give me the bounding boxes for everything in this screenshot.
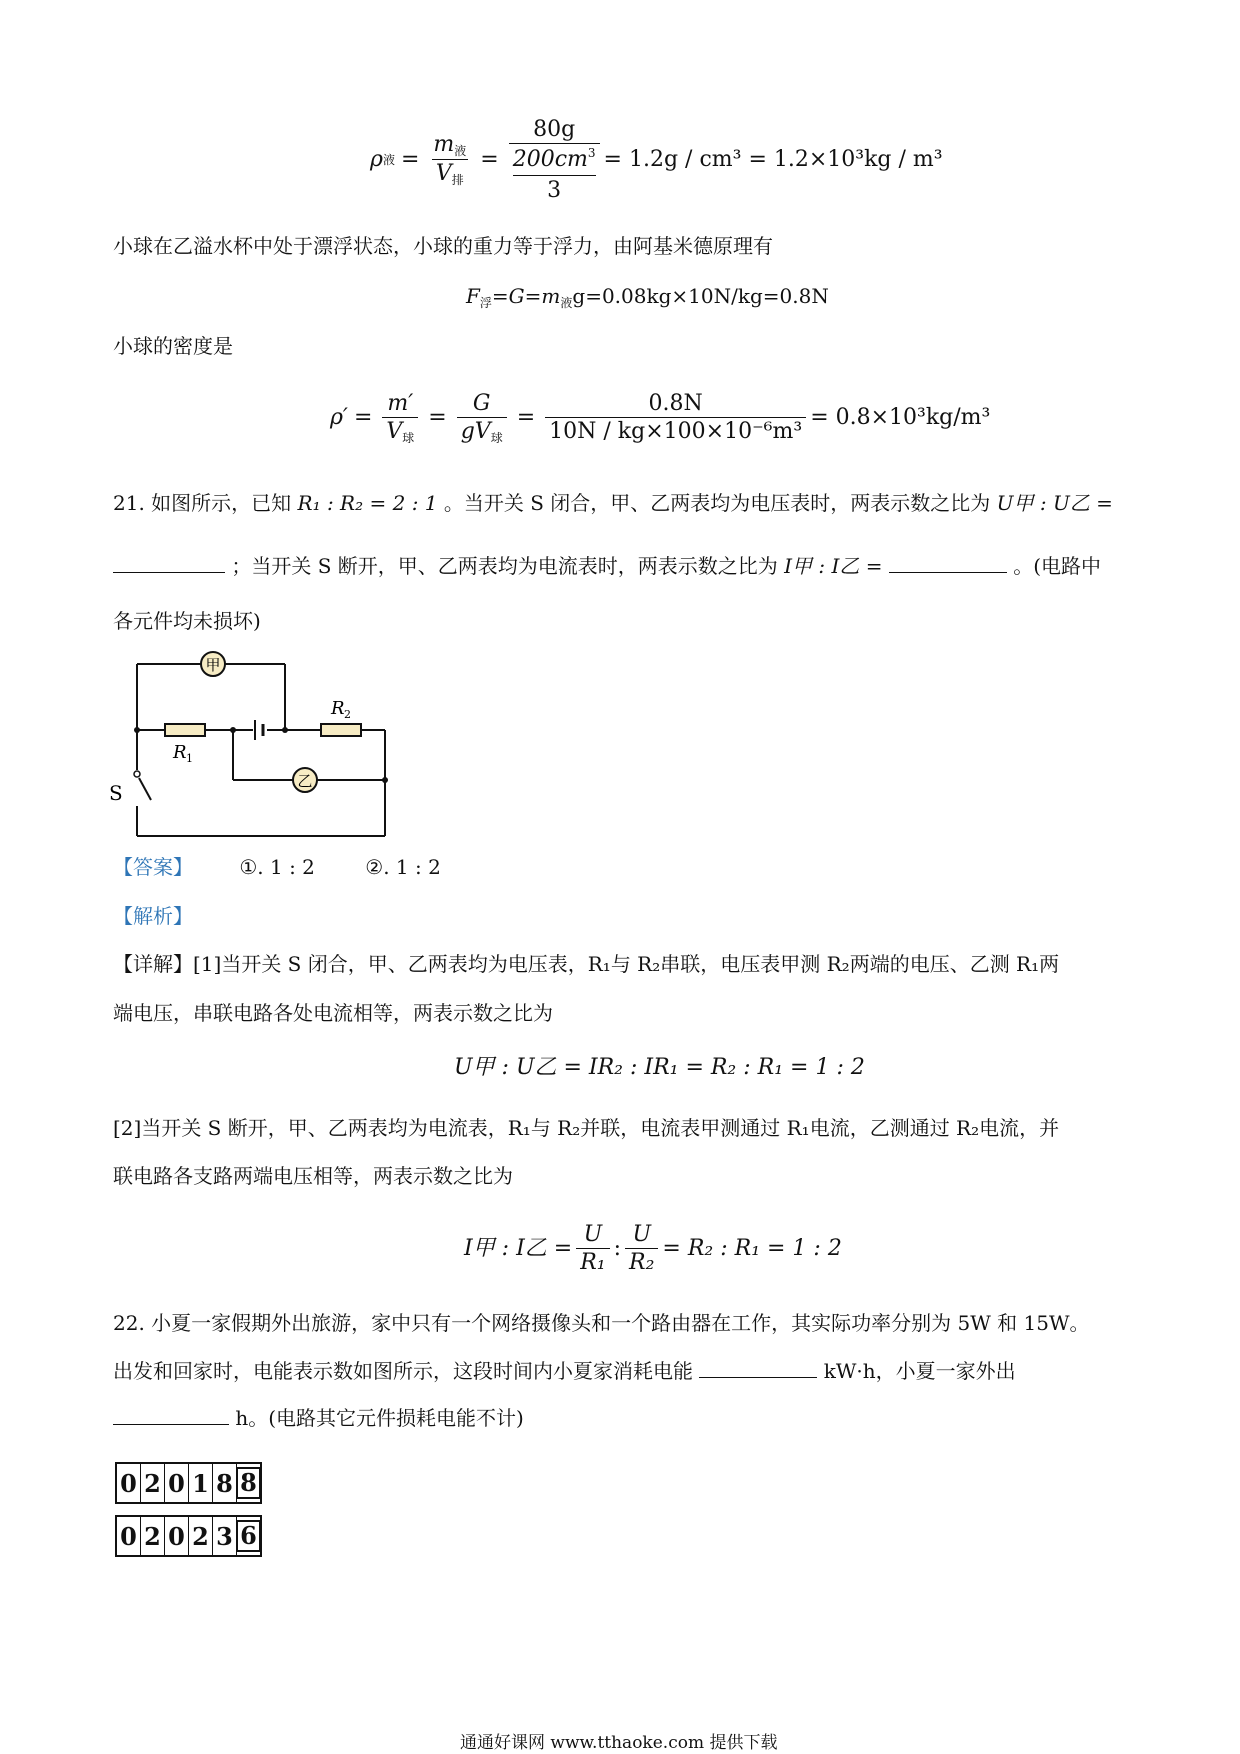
eq2-voltage-b: U [632, 1222, 651, 1247]
fraction-m-over-v-ball [382, 390, 418, 445]
fraction-m-over-v [429, 134, 470, 186]
detail-line-2: 端电压，串联电路各处电流相等，两表示数之比为 [113, 1001, 553, 1025]
answer-blank-1[interactable] [113, 572, 225, 573]
rho-subscript: 液 [382, 153, 395, 167]
mass-symbol: m [433, 132, 455, 157]
q22-energy-question: 出发和回家时，电能表示数如图所示，这段时间内小夏家消耗电能 [113, 1359, 693, 1383]
q21-line1 [113, 493, 1113, 513]
meter-digit: 3 [213, 1517, 237, 1555]
equation-buoyancy [466, 286, 829, 309]
mass-subscript-liquid: 液 [560, 296, 573, 310]
q21-line2 [113, 556, 1101, 576]
meter-reading-departure [115, 1462, 262, 1504]
detail-equation-2: I甲 : I乙 = $\frac{U}{\text{R₁}}$ : $\frac{U}{\text{R₂}}$ = R₂ : R₁ = 1 : 2 [464, 1222, 842, 1275]
volume-ball-subscript: 球 [402, 430, 415, 445]
fraction-80g [509, 116, 600, 203]
detail-equation-1: U甲 : U乙 = IR₂ : IR₁ = R₂ : R₁ = 1 : 2 [454, 1055, 865, 1080]
detail-line-1: 【详解】[1]当开关 S 闭合，甲、乙两表均为电压表，R₁与 R₂串联，电压表甲测 R₂两端的电压、乙测 R₁两 [113, 952, 1060, 976]
answer-2: ②. 1 : 2 [365, 855, 441, 879]
q21-note-start: 。(电路中 [1013, 554, 1102, 578]
r1-label: R [173, 742, 187, 763]
answer-blank-2[interactable] [889, 572, 1007, 573]
fraction-numeric [545, 393, 806, 443]
volume-subscript: 排 [451, 173, 464, 187]
equation-ball-density: ρ′ = $\frac{m'}{V_球}$ = $\frac{G}{gV_球}$ = $\frac{0.8N}{\text{10N / kg×100×10⁻⁶m³}}$ = 0.8×10³kg/m³ [330, 390, 991, 445]
junction-dot [230, 727, 236, 733]
fraction-u-r1 [576, 1224, 609, 1274]
eq2-r2: R₂ [625, 1248, 658, 1274]
denominator-200cm3: 200cm [512, 146, 588, 172]
q21-condition-open: ；当开关 S 断开，甲、乙两表均为电流表时，两表示数之比为 [231, 554, 778, 578]
eq2-voltage-a: U [583, 1222, 603, 1247]
answer-tag: 【答案】 [113, 855, 193, 879]
answer-line [113, 857, 441, 877]
meter-decimal-digit: 6 [237, 1517, 260, 1555]
meter-jia-label: 甲 [205, 656, 221, 674]
equation-liquid-density: ρ 液 = $\frac{m_液}{V_排}$ = 80g $200cm^3$ 3 = 1.2g / cm³ = 1.2×10³kg / m³ [370, 116, 943, 203]
junction-dot [382, 777, 388, 783]
meter-digit: 8 [213, 1464, 237, 1502]
numerator-80g: 80g [533, 116, 576, 142]
analysis-tag: 【解析】 [113, 904, 193, 928]
meter-digit: 0 [165, 1517, 189, 1555]
resistor-r2 [321, 724, 361, 736]
meter-decimal-digit: 8 [237, 1464, 260, 1502]
rho-prime-symbol: ρ′ [330, 405, 348, 430]
q22-line-3 [113, 1408, 524, 1428]
fraction-u-r2 [625, 1224, 658, 1274]
meter-digit: 2 [141, 1464, 165, 1502]
resistor-r1 [165, 724, 205, 736]
eq2-r1: R₁ [576, 1248, 609, 1274]
q22-line-1: 22. 小夏一家假期外出旅游，家中只有一个网络摄像头和一个路由器在工作，其实际功率分别为 5W 和 15W。 [113, 1311, 1090, 1335]
q22-unit-and-duration: kW·h，小夏一家外出 [823, 1359, 1016, 1383]
q22-line-2 [113, 1361, 1016, 1381]
r2-label: R [331, 698, 345, 719]
force-symbol: F [466, 284, 480, 308]
eq2-rhs: = R₂ : R₁ = 1 : 2 [662, 1236, 842, 1261]
density-result: = 1.2g / cm³ = 1.2×10³kg / m³ [603, 147, 943, 172]
force-subscript: 浮 [479, 296, 492, 310]
buoyancy-result: g=0.08kg×10N/kg=0.8N [572, 284, 829, 308]
detail-line-4: 联电路各支路两端电压相等，两表示数之比为 [113, 1164, 513, 1188]
meter-digit: 0 [117, 1464, 141, 1502]
junction-dot [134, 727, 140, 733]
cube-exponent: 3 [587, 145, 596, 160]
weight-symbol: G [472, 390, 491, 416]
page-footer: 通通好课网 www.tthaoke.com 提供下载 [460, 1733, 778, 1753]
text-floating-state: 小球在乙溢水杯中处于漂浮状态，小球的重力等于浮力，由阿基米德原理有 [113, 234, 773, 258]
q21-current-ratio: I甲 : I乙 = [784, 554, 883, 578]
volume-ball-symbol: V [386, 418, 403, 444]
r2-label-sub: 2 [344, 708, 351, 721]
rho-symbol: ρ [370, 147, 383, 172]
q22-hours-note: h。(电路其它元件损耗电能不计) [235, 1406, 524, 1430]
mass-prime: m′ [387, 390, 414, 416]
eq2-lhs: I甲 : I乙 = [464, 1236, 573, 1261]
denominator-3: 3 [513, 175, 596, 202]
text-ball-density: 小球的密度是 [113, 334, 233, 358]
q21-intro: 21. 如图所示，已知 [113, 491, 292, 515]
switch-label: S [109, 781, 123, 805]
q21-resistance-ratio: R₁ : R₂ = 2 : 1 [297, 491, 438, 515]
meter-reading-return [115, 1515, 262, 1557]
answer-1: ①. 1 : 2 [239, 855, 315, 879]
meter-digit: 2 [189, 1517, 213, 1555]
detail-line-3: [2]当开关 S 断开，甲、乙两表均为电流表，R₁与 R₂并联，电流表甲测通过 R₁电流，乙测通过 R₂电流，并 [113, 1116, 1060, 1140]
meter-digit: 2 [141, 1517, 165, 1555]
circuit-diagram [105, 640, 405, 840]
numerator-08n: 0.8N [648, 391, 703, 416]
gv-subscript: 球 [490, 430, 503, 445]
q21-voltage-ratio: U甲 : U乙 = [996, 491, 1113, 515]
meter-digit: 1 [189, 1464, 213, 1502]
q21-line3: 各元件均未损坏) [113, 609, 261, 633]
denominator-numeric: 10N / kg×100×10⁻⁶m³ [545, 417, 806, 443]
fraction-g-over-gv [457, 390, 507, 445]
meter-digit: 0 [117, 1517, 141, 1555]
volume-symbol: V [435, 161, 452, 186]
r1-label-sub: 1 [186, 752, 193, 765]
meter-digit: 0 [165, 1464, 189, 1502]
junction-dot [282, 727, 288, 733]
buoyancy-middle: =G=m [491, 284, 561, 308]
gv-symbol: gV [460, 418, 491, 444]
answer-blank-3[interactable] [699, 1377, 817, 1378]
ball-density-result: = 0.8×10³kg/m³ [810, 405, 991, 430]
q21-condition-closed: 。当开关 S 闭合，甲、乙两表均为电压表时，两表示数之比为 [443, 491, 991, 515]
answer-blank-4[interactable] [113, 1424, 229, 1425]
switch-contact [134, 771, 140, 777]
meter-yi-label: 乙 [297, 772, 313, 790]
mass-subscript: 液 [454, 144, 467, 158]
